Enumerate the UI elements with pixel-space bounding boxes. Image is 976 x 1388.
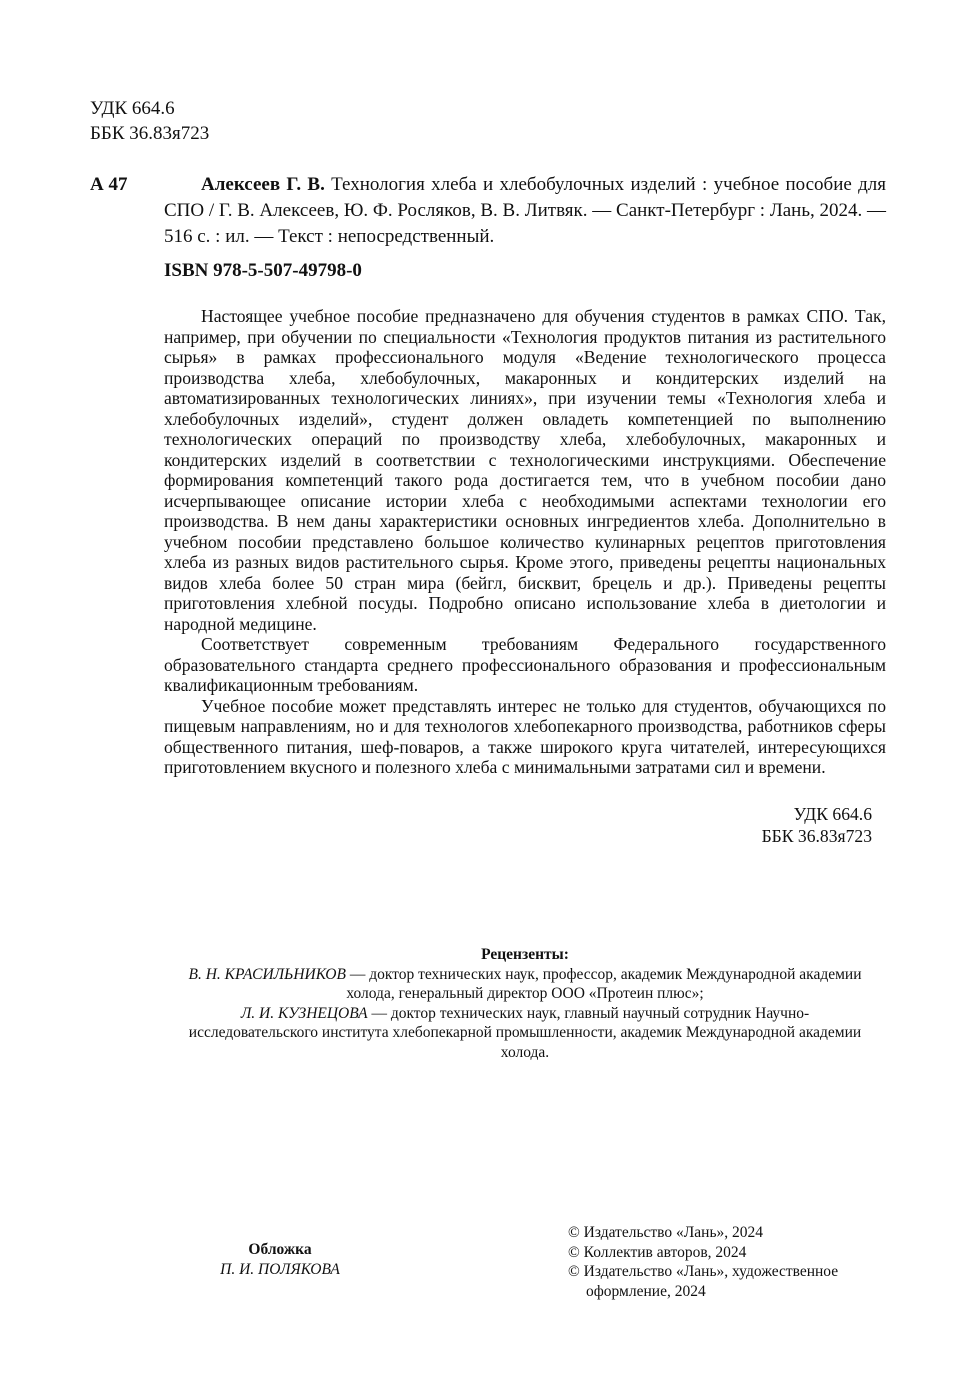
reviewers-block (180, 945, 870, 1063)
copyright-block (568, 1223, 888, 1301)
reviewer-name: В. Н. КРАСИЛЬНИКОВ (188, 965, 346, 983)
bbk-code: ББК 36.83я723 (90, 123, 210, 144)
reviewer-entry (180, 965, 870, 1004)
abstract-paragraph: Настоящее учебное пособие предназначено для обучения студентов в рамках СПО. Так, например, при обучении по специальности «Технология продуктов питания из растительного сырья» в рамках профессионального модуля «Ведение технологического процесса производства хлеба, хлебобулочных, макаронных и кондитерских изделий на автоматизированных технологических линиях», при изучении темы «Технология хлеба и хлебобулочных изделий», студент должен овладеть компетенцией по выполнению технологических операций по производству хлеба, хлебобулочных, макаронных и кондитерских изделий в соответствии с технологическими инструкциями. Обеспечение формирования компетенций такого рода достигается тем, что в учебном пособии дано исчерпывающее описание истории хлеба с необходимыми аспектами технологии его производства. В нем даны характеристики основных ингредиентов хлеба. Дополнительно в учебном пособии представлено большое количество кулинарных рецептов приготовления хлеба из разных видов растительного сырья. Кроме этого, приведены рецепты национальных видов хлеба более 50 стран мира (бейгл, бисквит, брецель и др.). Приведены рецепты приготовления хлебной посуды. Подробно описано использование хлеба в диетологии и народной медицине. (164, 306, 886, 634)
udk-code: УДК 664.6 (90, 98, 175, 119)
classification-block (90, 96, 209, 146)
copyright-line: © Издательство «Лань», 2024 (568, 1224, 764, 1241)
reviewers-heading: Рецензенты: (481, 946, 569, 963)
author-mark: А 47 (90, 174, 128, 195)
abstract-paragraph: Учебное пособие может представлять интерес не только для студентов, обучающихся по пищевым направлениям, но и для технологов хлебопекарного производства, работников сферы общественного питания, шеф-поваров, а также широкого круга читателей, интересующихся приготовлением вкусного и полезного хлеба с минимальными затратами сил и времени. (164, 695, 886, 777)
reviewer-description: — доктор технических наук, главный научный сотрудник Научно-исследовательского института хлебопекарной промышленности, академик Международной академии холода. (188, 1004, 862, 1061)
copyright-line: © Издательство «Лань», художественное оформление, 2024 (568, 1263, 839, 1300)
reviewer-description: — доктор технических наук, профессор, академик Международной академии холода, генеральный директор ООО «Протеин плюс»; (345, 965, 862, 1003)
author-name: Алексеев Г. В. (201, 174, 325, 195)
cover-designer: П. И. ПОЛЯКОВА (220, 1260, 340, 1278)
copyright-line: © Коллектив авторов, 2024 (568, 1243, 747, 1261)
udk-code-right: УДК 664.6 (793, 804, 872, 824)
abstract (164, 306, 886, 778)
classification-block-right (700, 803, 872, 847)
abstract-paragraph: Соответствует современным требованиям Федерального государственного образовательного стандарта среднего профессионального образования и профессиональным квалификационным требованиям. (164, 634, 886, 695)
bbk-code-right: ББК 36.83я723 (761, 826, 872, 846)
cover-heading: Обложка (248, 1241, 312, 1258)
bibliographic-record (164, 172, 886, 250)
reviewer-name: Л. И. КУЗНЕЦОВА (240, 1004, 368, 1022)
cover-credit (190, 1240, 370, 1279)
isbn: ISBN 978-5-507-49798-0 (164, 260, 362, 281)
bibliographic-description: Технология хлеба и хлебобулочных изделий : учебное пособие для СПО / Г. В. Алексеев, Ю. Ф. Росляков, В. В. Литвяк. — Санкт-Петербург : Лань, 2024. — 516 с. : ил. — Текст : непосредственный. (164, 174, 887, 247)
reviewer-entry (180, 1004, 870, 1063)
